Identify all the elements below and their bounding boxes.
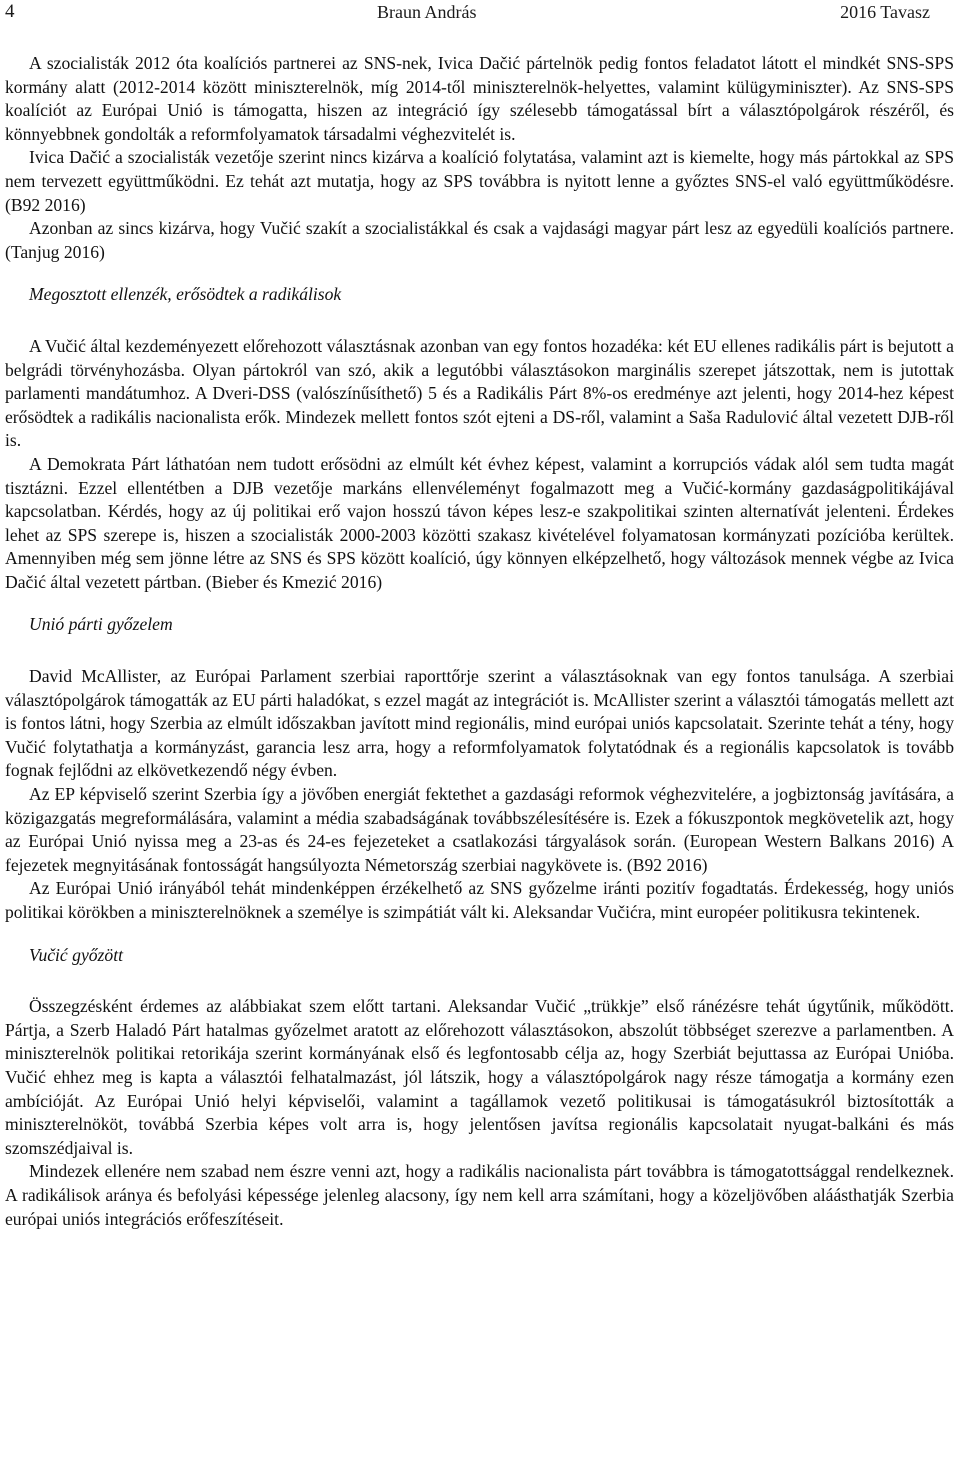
page-number: 4: [5, 1, 15, 22]
section-heading: Megosztott ellenzék, erősödtek a radikálisok: [29, 284, 342, 305]
page-header: [5, 0, 954, 24]
running-author: Braun András: [377, 2, 477, 22]
paragraph: Azonban az sincs kizárva, hogy Vučić szakít a szocialistákkal és csak a vajdasági magyar párt lesz az egyedüli koalíciós partnere. (Tanjug 2016): [5, 218, 954, 262]
article-body: [5, 52, 954, 1231]
section-heading: Vučić győzött: [29, 944, 123, 965]
paragraph: Ivica Dačić a szocialisták vezetője szerint nincs kizárva a koalíció folytatása, valamint azt is kiemelte, hogy más pártokkal az SPS nem tervezett együttműködni. Ez tehát azt mutatja, hogy az SPS továbbra is nyitott lenne a győztes SNS-el való együttműködésre. (B92 2016): [5, 147, 954, 215]
paragraph: A Demokrata Párt láthatóan nem tudott erősödni az elmúlt két évhez képest, valamint a korrupciós vádak alól sem tudta magát tisztázni. Ezzel ellentétben a DJB vezetője markáns ellenvéleményt fogalmazott meg a Vučić-kormány gazdaságpolitikájával kapcsolatban. Kérdés, hogy az új politikai erő vajon hosszú távon képes lesz-e szakpolitikai szinten alternatívát jelenteni. Érdekes lehet az SPS szerepe is, hiszen a szocialisták 2000-2003 közötti szakasz kivételével folyamatosan kormányzati pozícióba kerültek. Amennyiben még sem jönne létre az SNS és SPS között koalíció, úgy könnyen elképzelhető, hogy változások mennek végbe az Ivica Dačić által vezetett pártban. (Bieber és Kmezić 2016): [5, 453, 954, 592]
paragraph: Mindezek ellenére nem szabad nem észre venni azt, hogy a radikális nacionalista párt továbbra is támogatottsággal rendelkeznek. A radikálisok aránya és befolyási képessége jelenleg alacsony, így nem kell arra számítani, hogy a közeljövőben aláásthatják Szerbia európai uniós integrációs erőfeszítéseit.: [5, 1161, 954, 1229]
paragraph: David McAllister, az Európai Parlament szerbiai raporttőrje szerint a választásoknak van egy fontos tanulsága. A szerbiai választópolgárok támogatták az EU párti haladókat, s ezzel magát az integrációt is. McAllister szerint a választói támogatás mellett azt is fontos látni, hogy Szerbia az elmúlt időszakban javított mind regionális, mind európai uniós kapcsolatait. Szerinte tehát a tény, hogy Vučić folytathatja a kormányzást, garancia lesz arra, hogy a reformfolyamatok folytatódnak és a regionális kapcsolatok is tovább fognak fejlődni az elkövetkezendő négy évben.: [5, 666, 954, 781]
section-heading: Unió párti győzelem: [29, 614, 173, 635]
paragraph: Az EP képviselő szerint Szerbia így a jövőben energiát fektethet a gazdasági reformok véghezvitelére, a jogbiztonság javítására, a közigazgatás megreformálására, valamint a média szabadságának továbbszélesítésére is. Ezek a fókuszpontok megkövetelik azt, hogy az Európai Unió nyissa meg a 23-as és 24-es fejezeteket a csatlakozási tárgyalások során. (European Western Balkans 2016) A fejezetek megnyitásának fontosságát hangsúlyozta Németország szerbiai nagykövete is. (B92 2016): [5, 784, 954, 875]
running-issue: 2016 Tavasz: [840, 2, 930, 22]
paragraph: Összegzésként érdemes az alábbiakat szem előtt tartani. Aleksandar Vučić „trükkje” első ránézésre tehát úgytűnik, működött. Pártja, a Szerb Haladó Párt hatalmas győzelmet aratott az előrehozott választásokon, abszolút többséget szerezve a parlamentben. A miniszterelnök politikai retorikája szerint kormányának első és legfontosabb célja az, hogy Szerbiát bejuttassa az Európai Unióba. Vučić ehhez meg is kapta a választói felhatalmazást, jól látszik, hogy a választópolgárok nagy része támogatja a kormány ezen ambícióját. Az Európai Unió helyi képviselői, valamint a tagállamok vezető politikusai is támogatásukról biztosították a miniszterelnököt, továbbá Szerbia képes volt arra is, hogy jelentősen javítsa regionális kapcsolatait nyugat-balkáni és más szomszédjaival is.: [5, 996, 954, 1158]
paragraph: A Vučić által kezdeményezett előrehozott választásnak azonban van egy fontos hozadéka: két EU ellenes radikális párt is bejutott a belgrádi törvényhozásba. Olyan pártokról van szó, akik a legutóbbi választásokon marginális szerepet játszottak, nem is jutottak parlamenti mandátumhoz. A Dveri-DSS (valószínűsíthető) 5 és a Radikális Párt 8%-os eredménye azt jelenti, hogy 2014-hez képest erősödtek a radikális nacionalista erők. Mindezek mellett fontos szót ejteni a DS-ről, valamint a Saša Radulović által vezetett DJB-ről is.: [5, 335, 954, 451]
paragraph: A szocialisták 2012 óta koalíciós partnerei az SNS-nek, Ivica Dačić pártelnök pedig fontos feladatot látott el mindkét SNS-SPS kormány alatt (2012-2014 között miniszterelnök, míg 2014-től miniszterelnök-helyettes, valamint külügyminiszter). Az SNS-SPS koalíciót az Európai Unió is támogatta, hiszen az integráció így szélesebb támogatással bírt a választópolgárok részéről, és könnyebbnek gondolták a reformfolyamatok társadalmi véghezvitelét is.: [5, 53, 954, 144]
paragraph: Az Európai Unió irányából tehát mindenképpen érzékelhető az SNS győzelme iránti pozitív fogadtatás. Érdekesség, hogy uniós politikai körökben a miniszterelnöknek a személye is szimpátiát vált ki. Aleksandar Vučićra, mint européer politikusra tekintenek.: [5, 878, 954, 922]
